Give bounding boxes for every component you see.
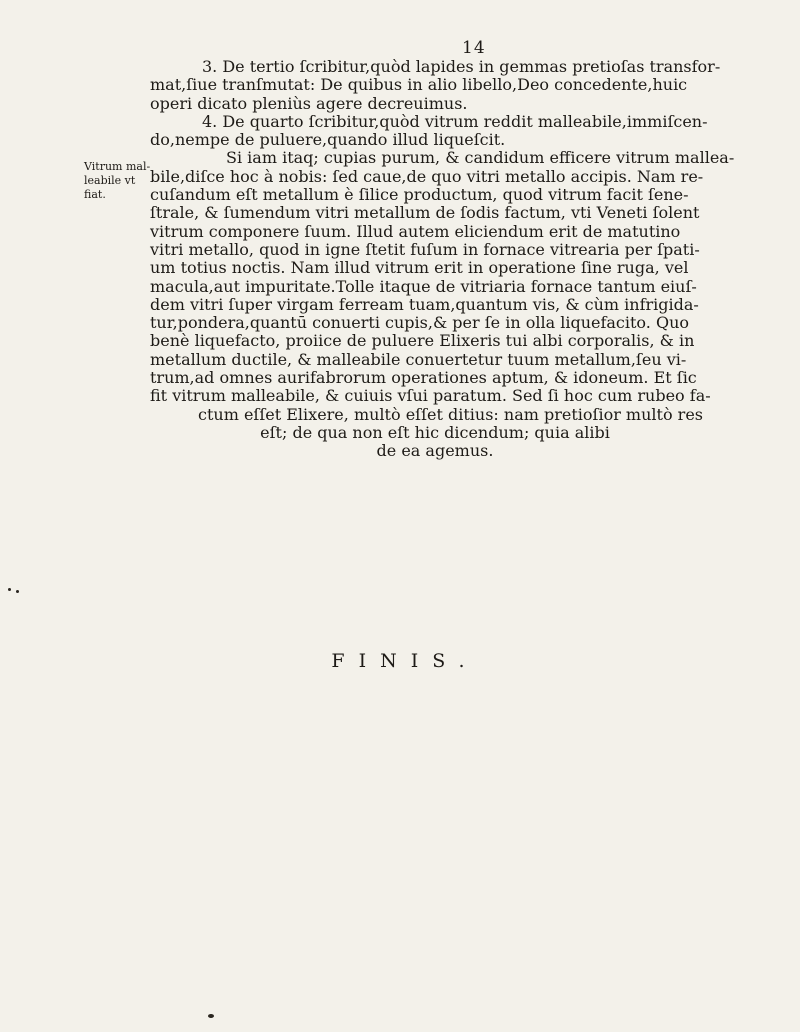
text-line: macula,aut impuritate.Tolle itaque de vitriaria fornace tantum eiuſ-	[150, 276, 697, 296]
text-line: operi dicato pleniùs agere decreuimus.	[150, 93, 468, 113]
text-line: ctum eſſet Elixere, multò eſſet ditius: nam pretioſior multò res	[198, 404, 703, 424]
ink-speck	[8, 588, 11, 591]
text-line: mat,ſiue tranſmutat: De quibus in alio libello,Deo concedente,huic	[150, 75, 688, 95]
ink-speck	[16, 590, 19, 593]
text-line: benè liquefacto, proiice de puluere Elixeris tui albi corporalis, & in	[150, 331, 695, 351]
text-line: fit vitrum malleabile, & cuiuis vſui paratum. Sed ſi hoc cum rubeo fa-	[150, 386, 711, 406]
main-text	[150, 58, 770, 461]
text-line: bile,diſce hoc à nobis: ſed caue,de quo vitri metallo accipis. Nam re-	[150, 166, 704, 186]
text-line: vitri metallo, quod in igne ſtetit fuſum in fornace vitrearia per ſpati-	[150, 239, 700, 259]
text-line: do,nempe de puluere,quando illud liqueſcit.	[150, 130, 506, 150]
ink-speck	[208, 1014, 214, 1018]
text-line: dem vitri ſuper virgam ferream tuam,quantum vis, & cùm infrigida-	[150, 294, 699, 314]
text-line: vitrum componere ſuum. Illud autem eliciendum erit de matutino	[150, 221, 681, 241]
text-line: tur,pondera,quantū conuerti cupis,& per ſe in olla liquefacito. Quo	[150, 313, 690, 333]
text-line: metallum ductile, & malleabile conuertetur tuum metallum,ſeu vi-	[150, 349, 687, 369]
text-line: 3. De tertio ſcribitur,quòd lapides in gemmas pretioſas transfor-	[202, 57, 721, 76]
margin-note-line: fiat.	[84, 188, 106, 201]
text-line: um totius noctis. Nam illud vitrum erit in operatione ſine ruga, vel	[150, 258, 689, 278]
page-number: 14	[462, 38, 486, 58]
finis-heading: FINIS.	[331, 650, 479, 672]
text-line: de ea agemus.	[376, 441, 494, 461]
text-line: Si iam itaq; cupias purum, & candidum efficere vitrum mallea-	[226, 148, 735, 168]
text-line: trum,ad omnes aurifabrorum operationes aptum, & idoneum. Et ſic	[150, 368, 697, 388]
text-line: 4. De quarto ſcribitur,quòd vitrum reddit malleabile,immiſcen-	[202, 111, 708, 131]
text-line: cuſandum eſt metallum è ſilice productum, quod vitrum facit ſene-	[150, 185, 689, 205]
margin-note-line: leabile vt	[84, 174, 136, 187]
text-line: ſtrale, & ſumendum vitri metallum de ſodis factum, vti Veneti ſolent	[150, 203, 700, 223]
text-line: eſt; de qua non eſt hic dicendum; quia alibi	[260, 422, 610, 442]
margin-note-line: Vitrum mal-	[84, 160, 151, 173]
